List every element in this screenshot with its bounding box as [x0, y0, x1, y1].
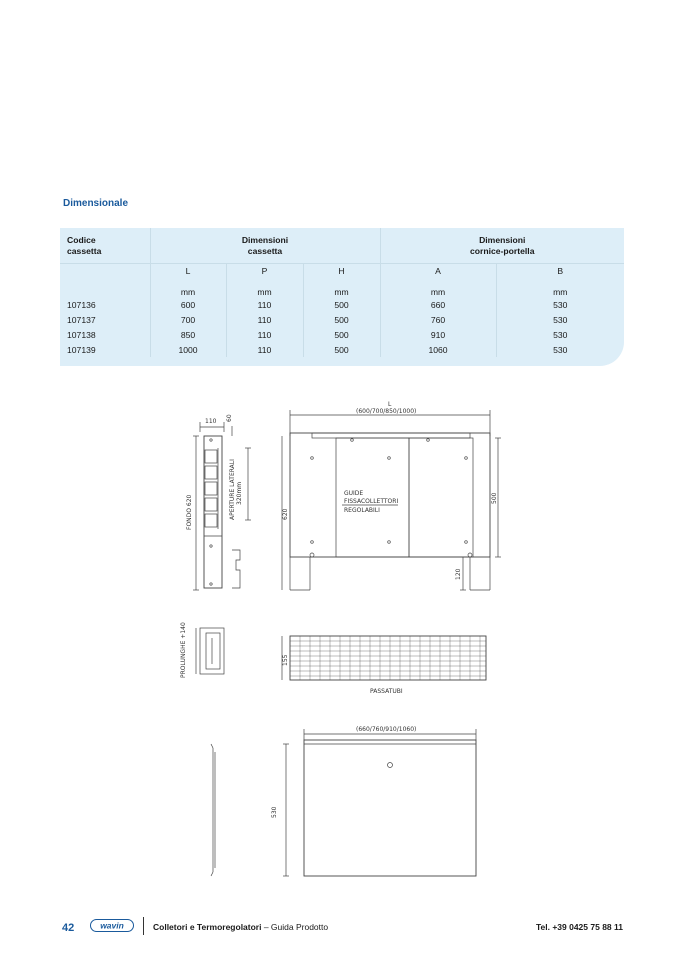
table-cell: 660: [380, 297, 496, 312]
table-cell: 500: [303, 297, 380, 312]
subheader-cell: A: [380, 264, 496, 278]
table-cell: 110: [226, 312, 303, 327]
dim-label: 110: [205, 418, 217, 425]
table-cell: 110: [226, 327, 303, 342]
footer-title: Colletori e Termoregolatori – Guida Prodotto: [153, 922, 329, 932]
table-cell: 1060: [380, 342, 496, 357]
table-cell: 530: [496, 297, 624, 312]
header-dimensioni-cassetta: Dimensioni cassetta: [150, 228, 380, 264]
unit-cell: mm: [303, 277, 380, 297]
side-view: [193, 422, 251, 590]
dim-label: 120: [455, 568, 462, 580]
prolunghe-view: [196, 628, 224, 674]
dim-label: 530: [271, 806, 278, 818]
table-cell: 760: [380, 312, 496, 327]
table-cell: 530: [496, 342, 624, 357]
dim-label: 500: [491, 492, 498, 504]
subheader-cell: P: [226, 264, 303, 278]
dim-label: 320mm: [236, 481, 243, 505]
table-cell: 1000: [150, 342, 226, 357]
page-number: 42: [62, 922, 75, 934]
dim-label: FONDO 620: [186, 494, 193, 530]
table-cell: 700: [150, 312, 226, 327]
table-cell: 500: [303, 327, 380, 342]
table-cell: 107138: [67, 329, 96, 340]
dim-label: PROLUNGHE +140: [180, 622, 187, 678]
dim-label: REGOLABILI: [344, 507, 380, 514]
frame-view: [211, 729, 476, 876]
table-cell: 850: [150, 327, 226, 342]
unit-cell: mm: [496, 277, 624, 297]
header-dimensioni-cornice: Dimensioni cornice-portella: [380, 228, 624, 264]
dim-label: FISSACOLLETTORI: [344, 498, 399, 505]
subheader-cell: L: [150, 264, 226, 278]
logo-text: wavin: [100, 920, 124, 931]
dim-label: GUIDE: [344, 490, 364, 497]
footer-divider: [143, 917, 144, 935]
table-cell: 500: [303, 312, 380, 327]
dim-label: PASSATUBI: [370, 688, 403, 695]
unit-cell: mm: [380, 277, 496, 297]
subheader-cell: B: [496, 264, 624, 278]
dim-label: 620: [282, 508, 289, 520]
unit-cell: mm: [226, 277, 303, 297]
footer-phone: Tel. +39 0425 75 88 11: [535, 922, 623, 932]
table-cell: 530: [496, 327, 624, 342]
section-title: Dimensionale: [63, 198, 129, 209]
header-codice: Codice cassetta: [67, 234, 102, 256]
dim-label: (660/760/910/1060): [356, 726, 417, 733]
passatubi-view: [282, 636, 486, 680]
wavin-logo: [90, 919, 134, 932]
dim-label: 155: [282, 654, 289, 666]
table-cell: 910: [380, 327, 496, 342]
page-footer: [0, 912, 678, 942]
unit-cell: mm: [150, 277, 226, 297]
table-cell: 530: [496, 312, 624, 327]
table-cell: 600: [150, 297, 226, 312]
table-cell: 107137: [67, 314, 96, 325]
dim-label: APERTURE LATERALI: [229, 459, 236, 520]
table-cell: 110: [226, 342, 303, 357]
table-cell: 110: [226, 297, 303, 312]
dim-label: 60: [226, 414, 233, 422]
table-cell: 107136: [67, 299, 96, 310]
table-cell: 500: [303, 342, 380, 357]
dim-label: (600/700/850/1000): [356, 408, 417, 415]
dim-label: L: [388, 401, 392, 408]
table-cell: 107139: [67, 344, 96, 355]
subheader-cell: H: [303, 264, 380, 278]
